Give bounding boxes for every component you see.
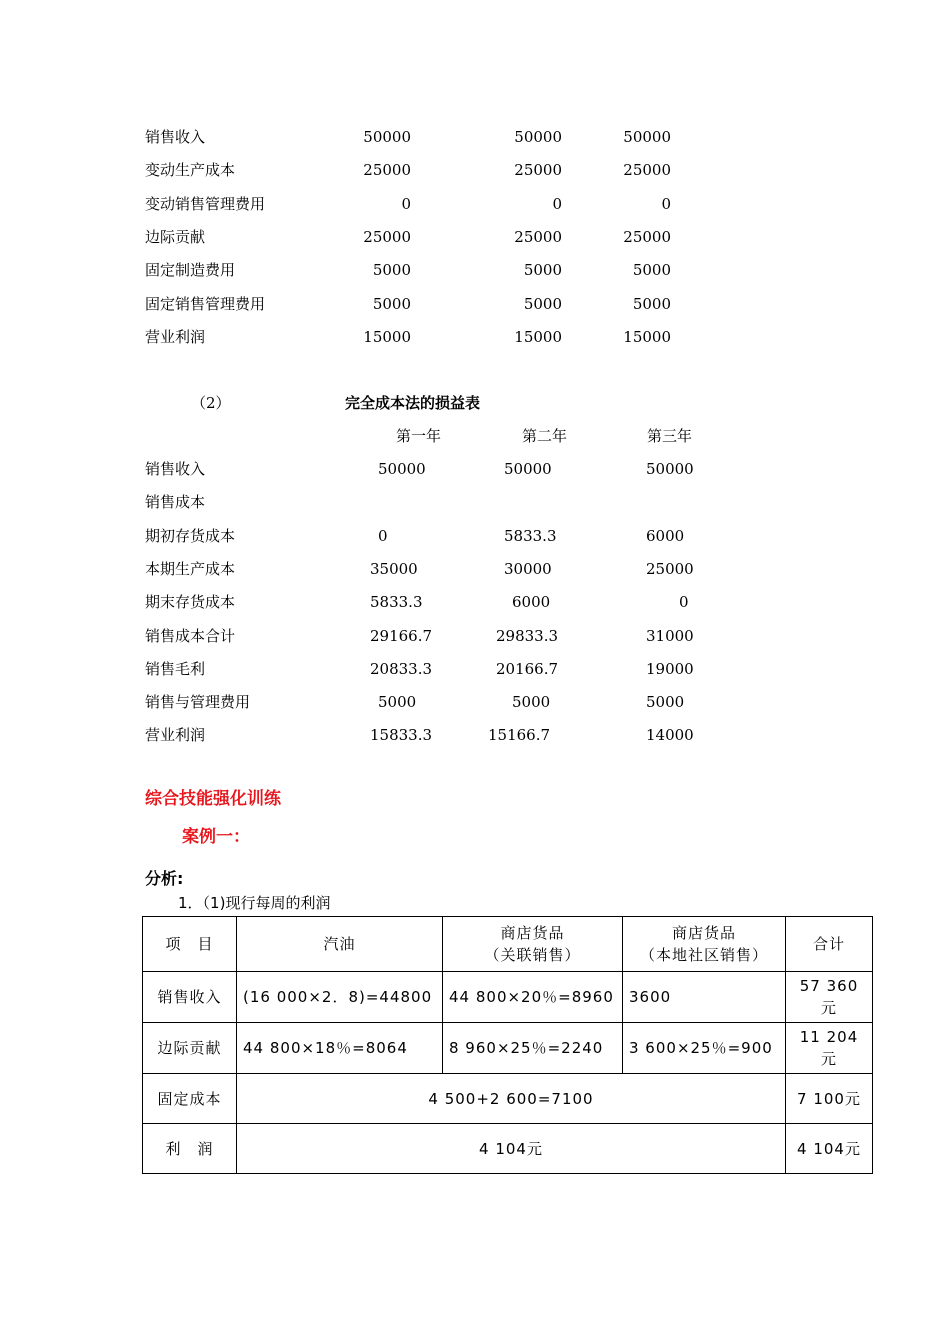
value-year-2: 30000 [504,559,552,578]
value-col-1: 15000 [363,327,411,346]
list-item [0,659,950,679]
row-label: 期末存货成本 [145,593,236,612]
row-label: 本期生产成本 [145,559,236,578]
value-year-3: 6000 [646,526,685,545]
value-col-1: 25000 [363,227,411,246]
row-label: 销售毛利 [145,659,206,678]
value-year-3: 0 [679,593,689,612]
row-label: 变动销售管理费用 [145,194,266,213]
heading-line [0,789,950,809]
list-item [0,260,950,280]
table-row [143,1124,873,1174]
row-label: 销售与管理费用 [145,693,251,712]
list-item [0,194,950,214]
row-label: 利 润 [143,1124,237,1174]
value-year-3: 50000 [646,460,694,478]
value-col-3: 50000 [623,128,671,146]
value-year-3: 31000 [646,626,694,645]
value-col-1: 0 [401,194,411,213]
value-col-2: 0 [552,194,562,213]
year-header-2: 第二年 [522,427,568,445]
row-label: 营业利润 [145,726,206,745]
value-col-2: 25000 [514,161,562,180]
header-store-linked [443,917,623,972]
value-year-2: 29833.3 [496,626,559,645]
value-col-1: 25000 [363,161,411,180]
total-cell: 4 104元 [786,1124,873,1174]
list-item [0,559,950,579]
full-costing-title: 完全成本法的损益表 [345,394,481,412]
header-total: 合计 [786,917,873,972]
analysis-line [0,869,950,889]
value-year-1: 5833.3 [370,593,423,612]
merged-cell: 4 104元 [237,1124,786,1174]
row-label: 固定制造费用 [145,261,236,280]
value-col-3: 25000 [623,227,671,246]
value-col-2: 25000 [514,227,562,246]
list-item [0,227,950,247]
table-row [143,1023,873,1074]
list-item [0,160,950,180]
row-label: 营业利润 [145,327,206,346]
value-col-3: 25000 [623,161,671,180]
case-line [0,827,950,847]
value-year-1: 0 [378,526,388,545]
row-label: 期初存货成本 [145,526,236,545]
value-year-1: 29166.7 [370,626,433,645]
year-header-row [0,426,950,446]
row-label: 边际贡献 [143,1023,237,1074]
year-header-3: 第三年 [647,427,693,445]
value-year-1: 50000 [378,460,426,478]
header-store-linked-line1: 商店货品 [500,924,565,942]
list-item [0,294,950,314]
total-cell: 57 360元 [786,972,873,1023]
value-year-2: 5000 [512,693,551,712]
header-store-local-line2: （本地社区销售） [639,946,768,964]
value-col-3: 5000 [632,261,671,280]
row-label: 变动生产成本 [145,161,236,180]
list-item [0,526,950,546]
local-cell: 3 600×25％=900 [623,1023,786,1074]
year-header-1: 第一年 [396,427,442,445]
list-item [0,459,950,479]
total-cell: 7 100元 [786,1074,873,1124]
value-col-1: 5000 [372,294,411,313]
row-label: 销售成本合计 [145,626,236,645]
table-row [143,1074,873,1124]
case-heading: 案例一： [182,827,250,847]
weekly-profit-table [142,916,873,1174]
row-label: 销售收入 [143,972,237,1023]
value-year-2: 15166.7 [488,726,551,745]
value-year-3: 14000 [646,726,694,745]
merged-cell: 4 500+2 600=7100 [237,1074,786,1124]
analysis-label: 分析: [145,869,184,888]
value-year-1: 35000 [370,559,418,578]
table-row [143,972,873,1023]
list-item [0,692,950,712]
value-year-2: 50000 [504,460,552,478]
list-item [0,492,950,512]
value-year-1: 5000 [378,693,417,712]
local-cell: 3600 [623,972,786,1023]
value-year-3: 19000 [646,659,694,678]
header-store-local [623,917,786,972]
row-label: 销售收入 [145,128,206,146]
full-costing-title-line [0,393,950,413]
list-item [0,725,950,745]
row-label: 销售收入 [145,460,206,478]
total-cell: 11 204元 [786,1023,873,1074]
linked-cell: 44 800×20％=8960 [443,972,623,1023]
section-number: （2） [191,394,231,412]
value-col-1: 50000 [363,128,411,146]
value-year-3: 25000 [646,559,694,578]
value-year-2: 6000 [512,593,551,612]
header-gasoline: 汽油 [237,917,443,972]
value-year-1: 20833.3 [370,659,433,678]
value-col-2: 5000 [523,261,562,280]
list-item [0,592,950,612]
value-col-2: 15000 [514,327,562,346]
value-col-3: 15000 [623,327,671,346]
value-year-1: 15833.3 [370,726,433,745]
linked-cell: 8 960×25％=2240 [443,1023,623,1074]
list-item [0,127,950,147]
value-col-2: 50000 [514,128,562,146]
header-item: 项 目 [143,917,237,972]
value-col-3: 0 [661,194,671,213]
list-item [0,626,950,646]
value-col-1: 5000 [372,261,411,280]
value-col-3: 5000 [632,294,671,313]
value-year-3: 5000 [646,693,685,712]
gasoline-cell: 44 800×18％=8064 [237,1023,443,1074]
value-year-2: 5833.3 [504,526,557,545]
list-item [0,327,950,347]
gasoline-cell: (16 000×2．8)=44800 [237,972,443,1023]
section-heading: 综合技能强化训练 [145,789,281,809]
header-store-linked-line2: （关联销售） [484,946,581,964]
row-label: 销售成本 [145,493,206,512]
header-store-local-line1: 商店货品 [671,924,736,942]
value-year-2: 20166.7 [496,659,559,678]
table-header-row [143,917,873,972]
item-text: 1．（1)现行每周的利润 [178,894,331,912]
row-label: 固定销售管理费用 [145,294,266,313]
item-line [0,893,950,913]
row-label: 固定成本 [143,1074,237,1124]
row-label: 边际贡献 [145,227,206,246]
value-col-2: 5000 [523,294,562,313]
